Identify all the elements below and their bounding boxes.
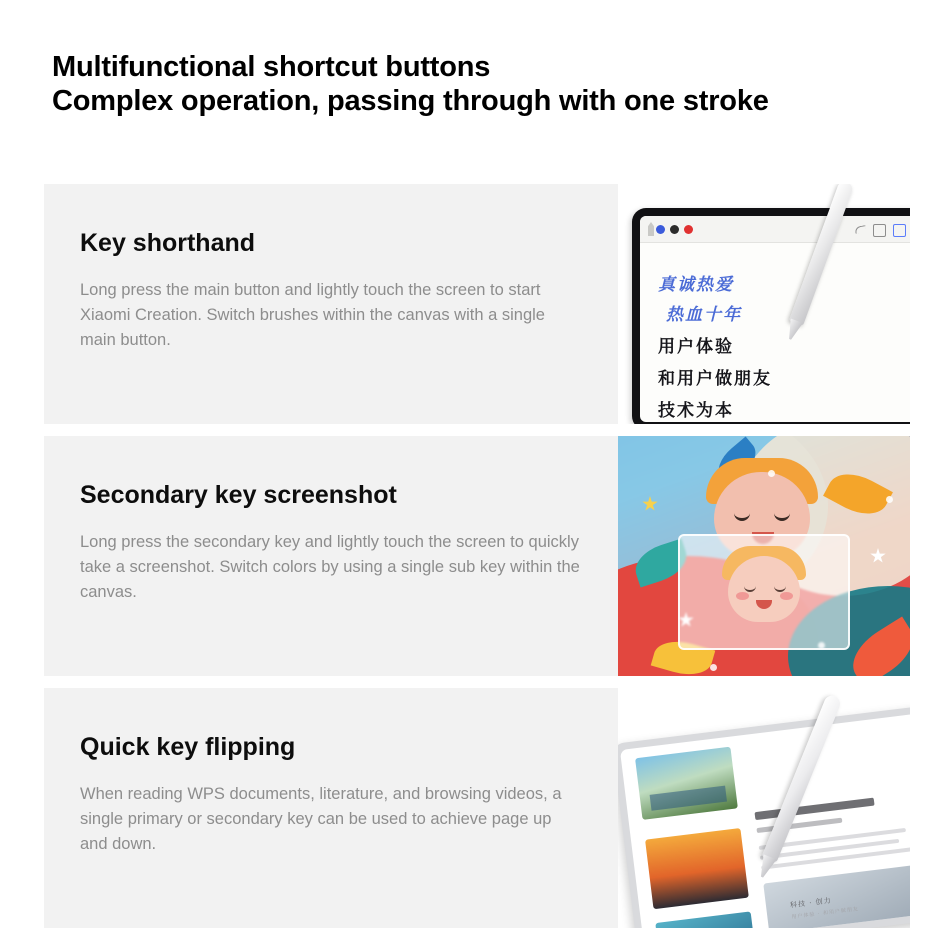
handwriting-line: 热血十年 bbox=[666, 305, 742, 325]
feature-row bbox=[44, 688, 910, 928]
headline-line-2: Complex operation, passing through with one stroke bbox=[52, 85, 769, 117]
feature-text-block bbox=[44, 184, 618, 424]
pen-icon bbox=[648, 222, 654, 236]
undo-icon[interactable] bbox=[855, 224, 866, 235]
feature-description: Long press the main button and lightly touch the screen to start Xiaomi Creation. Switch brushes within the canvas with a single main button. bbox=[80, 281, 545, 349]
note-app-toolbar bbox=[640, 216, 910, 243]
feature-row bbox=[44, 436, 910, 676]
document-caption-subtext: 用户体验 · 和用户做朋友 bbox=[791, 906, 860, 921]
feature-description: When reading WPS documents, literature, and browsing videos, a single primary or secondary key can be used to achieve page up and down. bbox=[80, 785, 562, 853]
screenshot-selection-overlay bbox=[678, 534, 850, 650]
decorative-dot bbox=[886, 496, 893, 503]
tablet-screen bbox=[620, 713, 910, 928]
color-swatch-black-icon[interactable] bbox=[670, 225, 679, 234]
share-icon[interactable] bbox=[893, 224, 906, 237]
illustration-face bbox=[728, 556, 800, 622]
document-thumbnail bbox=[635, 747, 738, 820]
illustration-blush bbox=[780, 592, 793, 600]
illustration-blush bbox=[736, 592, 749, 600]
colorful-illustration-image bbox=[618, 436, 910, 676]
document-caption-text: 科技 · 创力 bbox=[789, 896, 833, 910]
feature-title: Key shorthand bbox=[80, 229, 256, 257]
handwriting-line: 和用户做朋友 bbox=[658, 369, 772, 389]
feature-row bbox=[44, 184, 910, 424]
handwriting-line: 用户体验 bbox=[658, 337, 734, 357]
feature-title: Secondary key screenshot bbox=[80, 481, 397, 509]
document-thumbnail bbox=[645, 828, 749, 909]
tablet-document-image bbox=[618, 688, 910, 928]
feature-description: Long press the secondary key and lightly touch the screen to quickly take a screenshot. Switch colors by using a single sub key within the canvas. bbox=[80, 533, 580, 601]
decorative-dot bbox=[768, 470, 775, 477]
color-swatch-red-icon[interactable] bbox=[684, 225, 693, 234]
page-title bbox=[52, 50, 912, 118]
handwriting-line: 真诚热爱 bbox=[658, 275, 734, 295]
decorative-dot bbox=[710, 664, 717, 671]
document-text-line bbox=[761, 847, 910, 869]
tablet-handwriting-image bbox=[618, 184, 910, 424]
tablet-device bbox=[632, 208, 910, 424]
tablet-screen bbox=[640, 216, 910, 422]
redo-icon[interactable] bbox=[873, 224, 886, 237]
handwriting-line: 技术为本 bbox=[658, 401, 734, 421]
document-subheading-bar bbox=[756, 818, 842, 833]
tablet-device bbox=[618, 706, 910, 928]
document-thumbnail bbox=[655, 911, 756, 928]
headline-line-1: Multifunctional shortcut buttons bbox=[52, 51, 491, 83]
color-swatch-blue-icon[interactable] bbox=[656, 225, 665, 234]
feature-text-block bbox=[44, 688, 618, 928]
document-heading-bar bbox=[755, 798, 875, 821]
feature-text-block bbox=[44, 436, 618, 676]
feature-title: Quick key flipping bbox=[80, 733, 296, 761]
feature-list bbox=[44, 184, 910, 940]
